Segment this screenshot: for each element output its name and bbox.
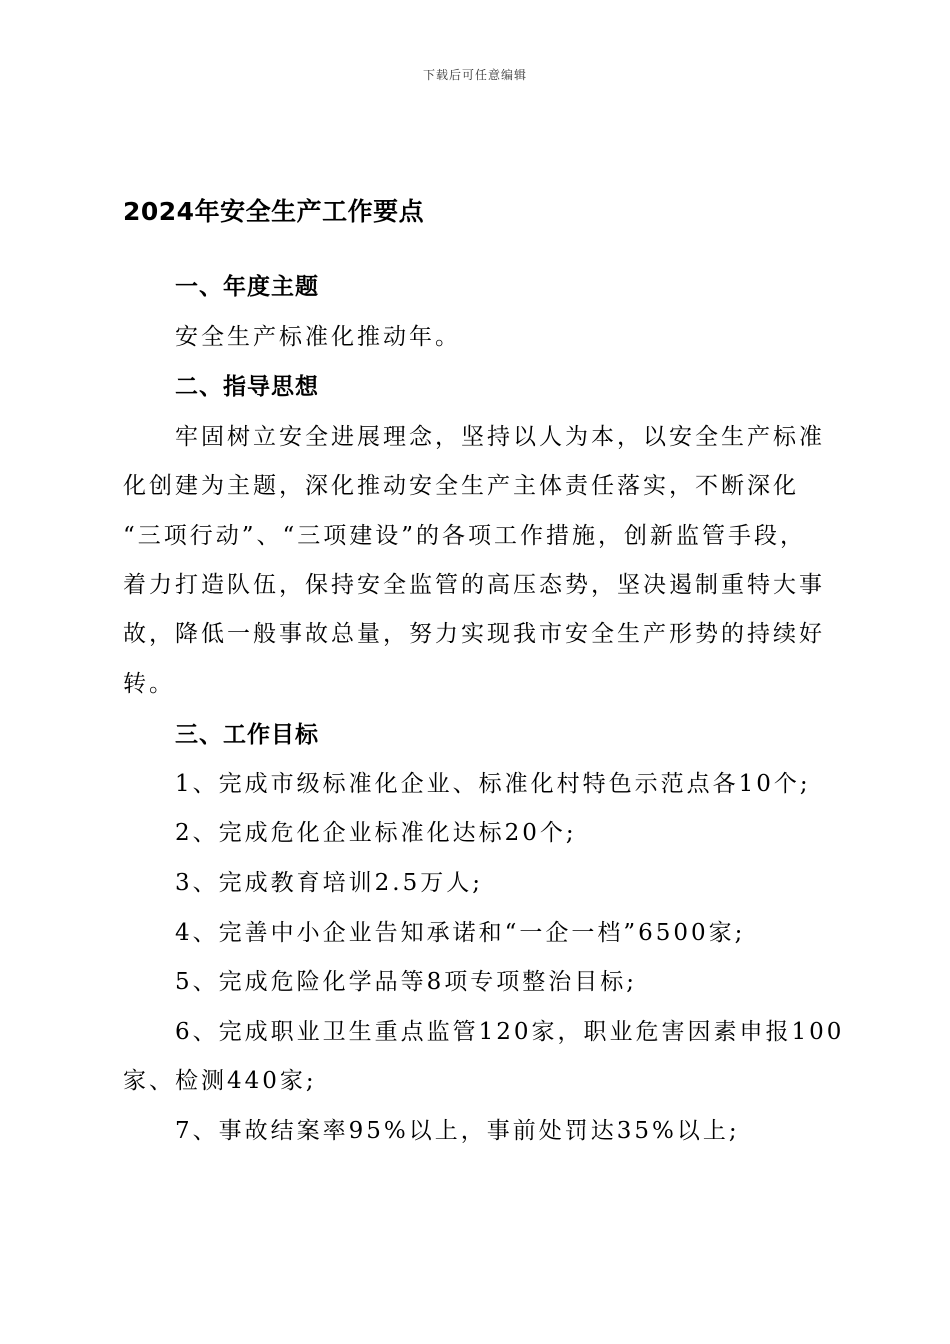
- paragraph-line: 牢固树立安全进展理念，坚持以人为本，以安全生产标准: [175, 424, 825, 450]
- list-item-continuation: 家、检测440家;: [123, 1068, 317, 1094]
- section-heading-annual-theme: 一、年度主题: [175, 274, 319, 300]
- list-item: 2、完成危化企业标准化达标20个;: [175, 820, 577, 846]
- paragraph-line: “三项行动”、“三项建设”的各项工作措施，创新监管手段，: [123, 523, 807, 549]
- section-heading-guiding-ideology: 二、指导思想: [175, 374, 319, 400]
- paragraph-line: 化创建为主题，深化推动安全生产主体责任落实，不断深化: [123, 473, 799, 499]
- page-header-note: 下载后可任意编辑: [422, 68, 527, 82]
- section-heading-work-targets: 三、工作目标: [175, 722, 319, 748]
- paragraph-line: 故，降低一般事故总量，努力实现我市安全生产形势的持续好: [123, 621, 825, 647]
- document-title: 2024年安全生产工作要点: [123, 197, 425, 226]
- list-item: 5、完成危险化学品等8项专项整治目标;: [175, 969, 638, 995]
- paragraph-line: 转。: [123, 671, 175, 697]
- paragraph-line: 着力打造队伍，保持安全监管的高压态势，坚决遏制重特大事: [123, 572, 825, 598]
- paragraph-line: 安全生产标准化推动年。: [175, 324, 461, 350]
- list-item: 4、完善中小企业告知承诺和“一企一档”6500家;: [175, 920, 746, 946]
- list-item: 3、完成教育培训2.5万人;: [175, 870, 483, 896]
- list-item: 1、完成市级标准化企业、标准化村特色示范点各10个;: [175, 771, 811, 797]
- list-item: 7、事故结案率95%以上，事前处罚达35%以上;: [175, 1118, 740, 1144]
- list-item: 6、完成职业卫生重点监管120家，职业危害因素申报100: [175, 1019, 845, 1045]
